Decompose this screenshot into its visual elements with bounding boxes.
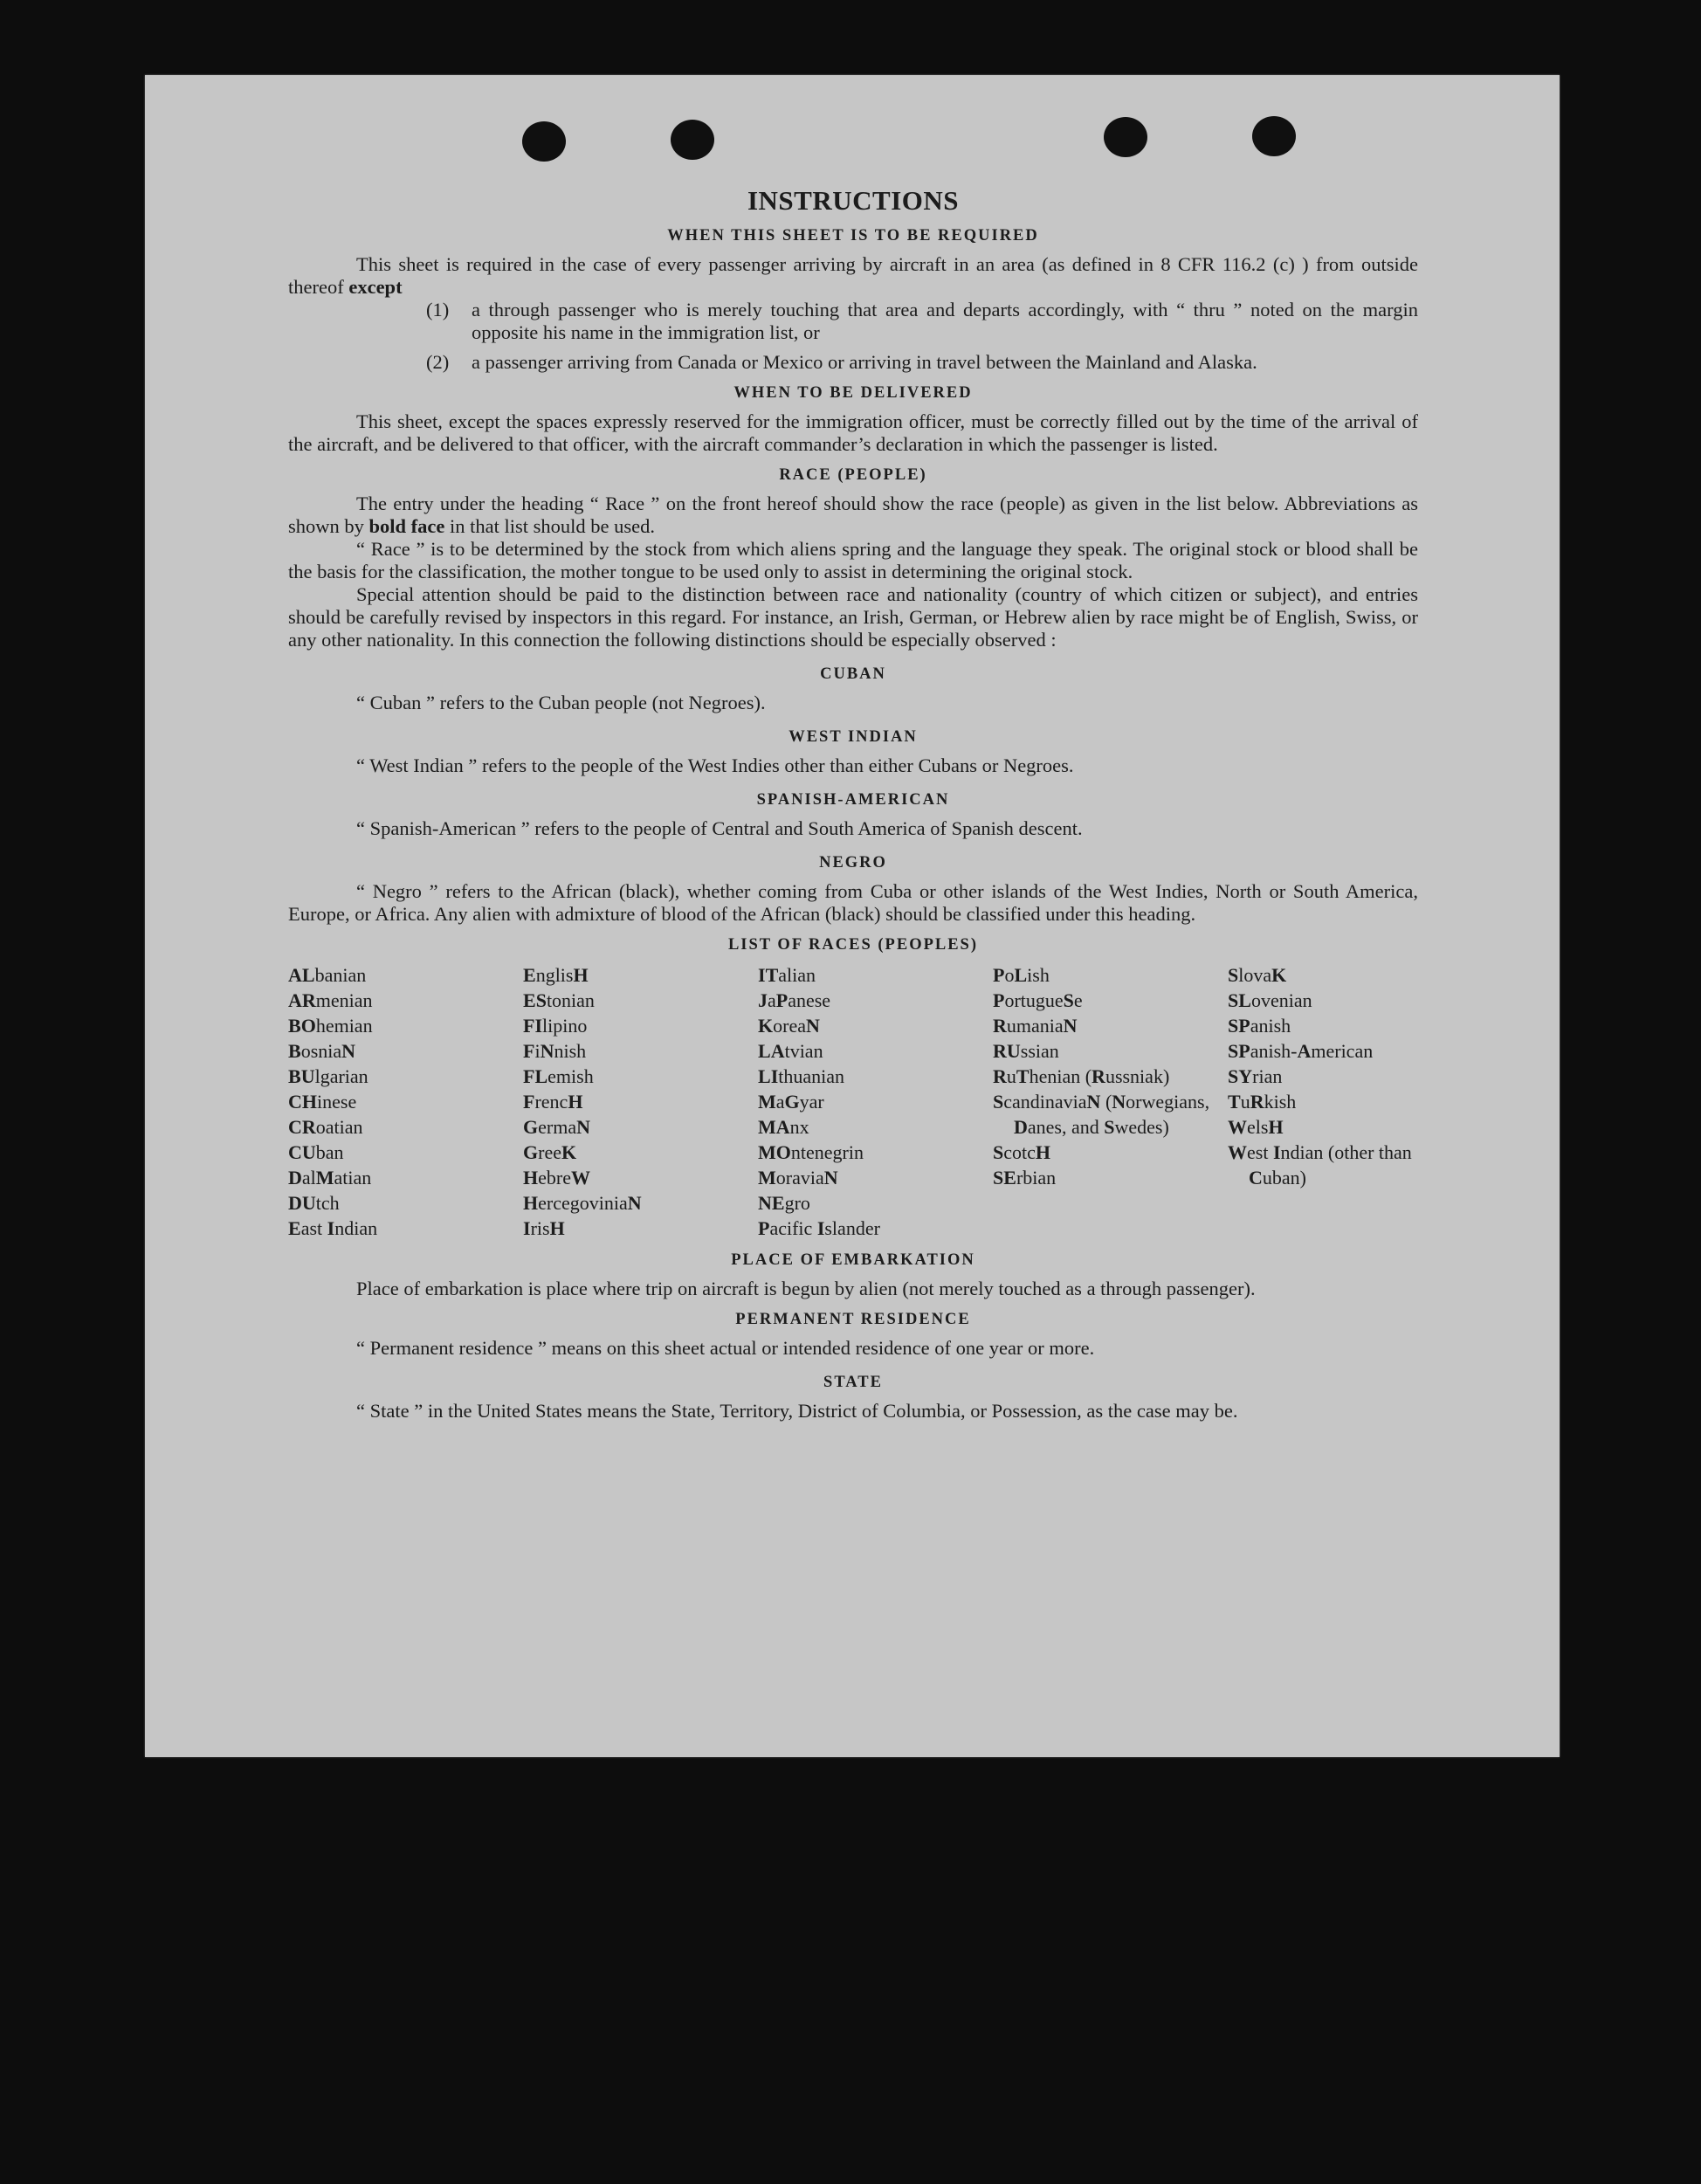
race-item: Pacific Islander xyxy=(758,1217,880,1239)
paragraph-embarkation: Place of embarkation is place where trip on aircraft is begun by alien (not merely touched as a through passenger). xyxy=(356,1278,1256,1299)
race-item: HercegoviniaN xyxy=(523,1192,642,1214)
races-column xyxy=(523,962,758,1241)
race-item: ScotcH xyxy=(993,1141,1051,1163)
race-item: MaGyar xyxy=(758,1091,824,1113)
exception-number: (1) xyxy=(426,299,450,320)
instruction-sheet xyxy=(145,75,1560,1757)
exception-text: a through passenger who is merely touching that area and departs accordingly, with “ thru ” noted on the margin opposite his name in the immigration list, or xyxy=(472,299,1418,343)
heading-race: RACE (PEOPLE) xyxy=(779,466,927,484)
race-item: SErbian xyxy=(993,1167,1057,1188)
race-item: CUban xyxy=(288,1141,344,1163)
punch-hole-3 xyxy=(1104,117,1147,157)
exception-item xyxy=(426,299,1418,344)
instructions-content xyxy=(288,185,1418,1423)
race-item: DalMatian xyxy=(288,1167,372,1188)
race-item: NEgro xyxy=(758,1192,810,1214)
race-item: HebreW xyxy=(523,1167,590,1188)
race-item: SYrian xyxy=(1228,1065,1283,1087)
heading-spanish-american: SPANISH-AMERICAN xyxy=(756,791,950,809)
race-item: SlovaK xyxy=(1228,964,1287,986)
race-item: ITalian xyxy=(758,964,816,986)
race-item: FrencH xyxy=(523,1091,583,1113)
paragraph-cuban: “ Cuban ” refers to the Cuban people (not Negroes). xyxy=(356,692,766,713)
race-item: ARmenian xyxy=(288,989,373,1011)
race-item: GermaN xyxy=(523,1116,590,1138)
race-item: SLovenian xyxy=(1228,989,1312,1011)
race-item: JaPanese xyxy=(758,989,831,1011)
race-item: BUlgarian xyxy=(288,1065,368,1087)
race-item: GreeK xyxy=(523,1141,577,1163)
race-item: RumaniaN xyxy=(993,1015,1078,1037)
paragraph-residence: “ Permanent residence ” means on this sheet actual or intended residence of one year or more. xyxy=(356,1337,1095,1359)
race-item: MAnx xyxy=(758,1116,809,1138)
race-item: FLemish xyxy=(523,1065,594,1087)
race-item: BosniaN xyxy=(288,1040,356,1062)
punch-hole-1 xyxy=(522,121,566,162)
race-item: WelsH xyxy=(1228,1116,1284,1138)
races-column xyxy=(288,962,523,1241)
race-item: MOntenegrin xyxy=(758,1141,864,1163)
race-item: RUssian xyxy=(993,1040,1059,1062)
exception-item xyxy=(426,351,1418,374)
race-item: FiNnish xyxy=(523,1040,587,1062)
race-item: CRoatian xyxy=(288,1116,363,1138)
heading-west-indian: WEST INDIAN xyxy=(789,728,918,746)
race-item: West Indian (other than Cuban) xyxy=(1228,1141,1412,1188)
race-item: EStonian xyxy=(523,989,595,1011)
heading-list-of-races: LIST OF RACES (PEOPLES) xyxy=(727,936,979,954)
race-item: RuThenian (Russniak) xyxy=(993,1065,1170,1087)
races-list xyxy=(288,962,1418,1241)
race-item: EnglisH xyxy=(523,964,589,986)
races-column xyxy=(1228,962,1418,1241)
punch-hole-4 xyxy=(1252,116,1296,156)
race-item: MoraviaN xyxy=(758,1167,838,1188)
race-item: TuRkish xyxy=(1228,1091,1297,1113)
paragraph-race-1: The entry under the heading “ Race ” on the front hereof should show the race (people) as given in the list below. Abbreviations as shown by bold face in that list should be used. xyxy=(288,493,1418,537)
race-item: SPanish xyxy=(1228,1015,1291,1037)
page-title: INSTRUCTIONS xyxy=(747,185,959,216)
paragraph-state: “ State ” in the United States means the State, Territory, District of Columbia, or Possession, as the case may be. xyxy=(356,1400,1238,1422)
races-column xyxy=(758,962,993,1241)
heading-state: STATE xyxy=(823,1374,883,1391)
race-item: CHinese xyxy=(288,1091,357,1113)
exception-number: (2) xyxy=(426,351,450,373)
heading-required: WHEN THIS SHEET IS TO BE REQUIRED xyxy=(667,227,1039,245)
race-item: ALbanian xyxy=(288,964,367,986)
paragraph-negro: “ Negro ” refers to the African (black), whether coming from Cuba or other islands of the West Indies, North or South America, Europe, or Africa. Any alien with admixture of blood of the African (black) should be classified under this heading. xyxy=(288,880,1418,925)
race-item: KoreaN xyxy=(758,1015,820,1037)
race-item: DUtch xyxy=(288,1192,340,1214)
punch-hole-2 xyxy=(671,120,714,160)
race-item: SPanish-American xyxy=(1228,1040,1374,1062)
race-item: East Indian xyxy=(288,1217,378,1239)
paragraph-spanish-american: “ Spanish-American ” refers to the people of Central and South America of Spanish descent. xyxy=(356,817,1083,839)
heading-delivered: WHEN TO BE DELIVERED xyxy=(733,384,973,402)
race-item: LAtvian xyxy=(758,1040,823,1062)
heading-residence: PERMANENT RESIDENCE xyxy=(735,1311,971,1328)
race-item: PortugueSe xyxy=(993,989,1083,1011)
race-item: LIthuanian xyxy=(758,1065,845,1087)
paragraph-required: This sheet is required in the case of every passenger arriving by aircraft in an area (as defined in 8 CFR 116.2 (c) ) from outside thereof except xyxy=(288,253,1418,298)
race-item: BOhemian xyxy=(288,1015,373,1037)
paragraph-race-3: Special attention should be paid to the distinction between race and nationality (country of which citizen or subject), and entries should be carefully revised by inspectors in this regard. For instance, an Irish, German, or Hebrew alien by race might be of English, Swiss, or any other nationality. In this connection the following distinctions should be especially observed : xyxy=(288,583,1418,651)
race-item: IrisH xyxy=(523,1217,565,1239)
paragraph-west-indian: “ West Indian ” refers to the people of the West Indies other than either Cubans or Negroes. xyxy=(356,754,1074,776)
races-column xyxy=(993,962,1228,1241)
heading-negro: NEGRO xyxy=(819,854,887,872)
exception-text: a passenger arriving from Canada or Mexico or arriving in travel between the Mainland and Alaska. xyxy=(472,351,1257,373)
race-item: PoLish xyxy=(993,964,1050,986)
race-item: ScandinaviaN (Norwegians, Danes, and Swedes) xyxy=(993,1091,1210,1138)
race-item: FIlipino xyxy=(523,1015,588,1037)
heading-cuban: CUBAN xyxy=(820,665,886,683)
paragraph-delivered: This sheet, except the spaces expressly reserved for the immigration officer, must be correctly filled out by the time of the arrival of the aircraft, and be delivered to that officer, with the aircraft commander’s declaration in which the passenger is listed. xyxy=(288,410,1418,455)
heading-embarkation: PLACE OF EMBARKATION xyxy=(731,1251,975,1269)
paragraph-race-2: “ Race ” is to be determined by the stock from which aliens spring and the language they speak. The original stock or blood shall be the basis for the classification, the mother tongue to be used only to assist in determining the original stock. xyxy=(288,538,1418,582)
